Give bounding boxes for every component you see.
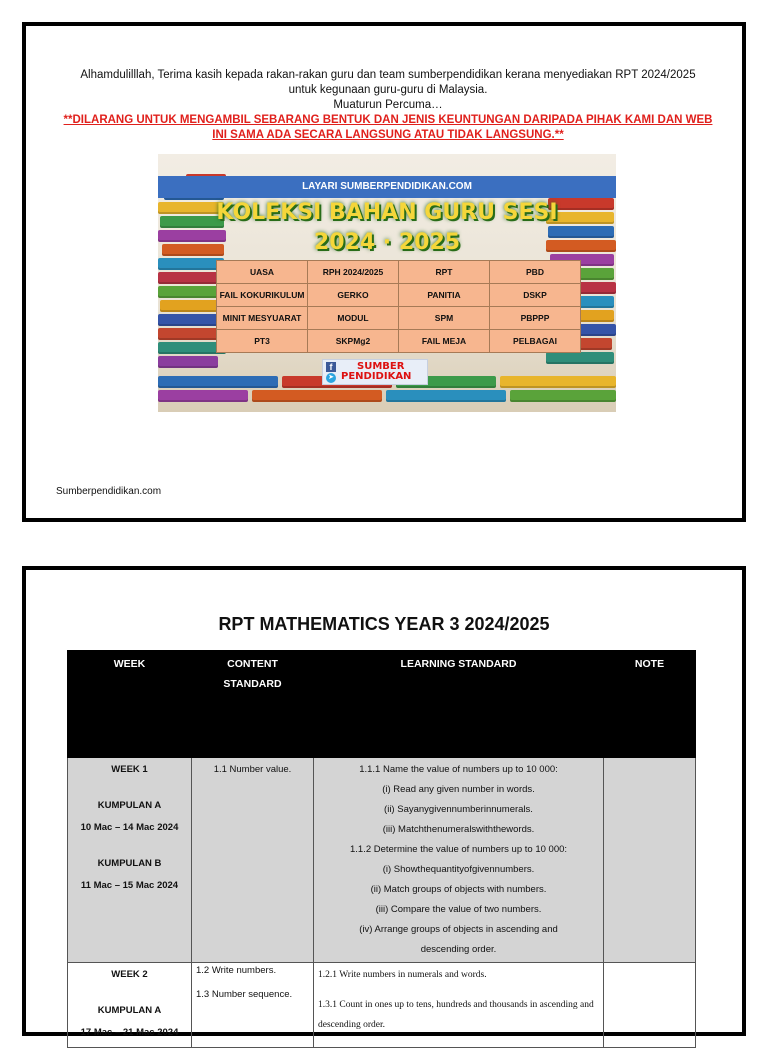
date-range: 10 Mac – 14 Mac 2024: [80, 822, 179, 833]
intro-line-3: Muaturun Percuma…: [333, 99, 443, 111]
category-cell: SPM: [399, 307, 490, 330]
learning-item: (i) Read any given number in words.: [382, 784, 535, 795]
category-cell: PBPPP: [490, 307, 581, 330]
table-header-row: [68, 651, 696, 758]
content-standard-cell: [192, 963, 314, 1048]
date-range: 11 Mac – 15 Mac 2024: [80, 880, 179, 891]
content-header-line-1: CONTENT: [227, 658, 278, 670]
table-row: [68, 758, 696, 963]
week-label: WEEK 2: [111, 969, 148, 980]
group-label: KUMPULAN A: [97, 800, 162, 811]
facebook-icon: f: [326, 362, 336, 372]
learning-item: 1.2.1 Write numbers in numerals and words.: [318, 970, 487, 980]
week-cell: [68, 963, 192, 1048]
category-cell: RPT: [399, 261, 490, 284]
rpt-table: [67, 650, 696, 1048]
column-header-week: WEEK: [68, 651, 192, 758]
category-cell: FAIL MEJA: [399, 330, 490, 353]
content-item: 1.2 Write numbers.: [196, 965, 277, 976]
banner-website-bar: LAYARI SUMBERPENDIDIKAN.COM: [158, 176, 616, 198]
learning-item: (ii) Match groups of objects with numbers.: [370, 884, 547, 895]
rpt-page: [22, 566, 746, 1036]
banner-category-grid: [216, 260, 581, 353]
group-label: KUMPULAN B: [97, 858, 162, 869]
category-cell: PBD: [490, 261, 581, 284]
banner-title: KOLEKSI BAHAN GURU SESI: [216, 200, 558, 225]
intro-text: [56, 68, 720, 143]
week-label: WEEK 1: [111, 764, 148, 775]
date-range: 17 Mac – 21 Mac 2024: [80, 1027, 179, 1038]
learning-item: (iii) Matchthenumeralswiththewords.: [382, 824, 535, 835]
page-title: RPT MATHEMATICS YEAR 3 2024/2025: [218, 614, 550, 634]
learning-item: 1.3.1 Count in ones up to tens, hundreds and thousands in ascending and descending order.: [318, 1000, 594, 1030]
intro-line-2: untuk kegunaan guru-guru di Malaysia.: [288, 84, 488, 96]
banner-year: 2024 · 2025: [313, 230, 461, 255]
learning-item: (iv) Arrange groups of objects in ascending and: [359, 924, 558, 935]
footer-website: Sumberpendidikan.com: [56, 486, 162, 497]
week-cell: [68, 758, 192, 963]
learning-item: descending order.: [420, 944, 497, 955]
warning-notice: **DILARANG UNTUK MENGAMBIL SEBARANG BENTUK DAN JENIS KEUNTUNGAN DARIPADA PIHAK KAMI DAN WEB INI SAMA ADA SECARA LANGSUNG ATAU TIDAK LANGSUNG.**: [63, 114, 713, 141]
column-header-content-standard: [192, 651, 314, 758]
promo-banner: [158, 154, 616, 412]
note-cell: [604, 758, 696, 963]
category-cell: PANITIA: [399, 284, 490, 307]
category-cell: UASA: [217, 261, 308, 284]
content-item: 1.3 Number sequence.: [196, 989, 293, 1000]
category-cell: GERKO: [308, 284, 399, 307]
category-cell: DSKP: [490, 284, 581, 307]
content-standard-cell: 1.1 Number value.: [192, 758, 314, 963]
category-cell: SKPMg2: [308, 330, 399, 353]
column-header-learning-standard: LEARNING STANDARD: [314, 651, 604, 758]
intro-line-1: Alhamdulilllah, Terima kasih kepada rakan-rakan guru dan team sumberpendidikan kerana menyediakan RPT 2024/2025: [80, 69, 696, 81]
social-logo-line-2: PENDIDIKAN: [341, 371, 412, 382]
category-cell: RPH 2024/2025: [308, 261, 399, 284]
column-header-note: NOTE: [604, 651, 696, 758]
category-cell: MODUL: [308, 307, 399, 330]
category-cell: MINIT MESYUARAT: [217, 307, 308, 330]
learning-item: 1.1.2 Determine the value of numbers up to 10 000:: [349, 844, 568, 855]
content-header-line-2: STANDARD: [223, 678, 282, 690]
learning-item: (iii) Compare the value of two numbers.: [375, 904, 542, 915]
category-cell: PELBAGAI: [490, 330, 581, 353]
learning-item: (i) Showthequantityofgivennumbers.: [382, 864, 535, 875]
telegram-icon: ➤: [326, 373, 336, 383]
social-logo: [322, 359, 428, 385]
category-cell: PT3: [217, 330, 308, 353]
note-cell: [604, 963, 696, 1048]
learning-standard-cell: [314, 758, 604, 963]
learning-standard-cell: [314, 963, 604, 1048]
group-label: KUMPULAN A: [97, 1005, 162, 1016]
table-row: [68, 963, 696, 1048]
social-logo-line-1: SUMBER: [357, 361, 405, 372]
learning-item: 1.1.1 Name the value of numbers up to 10 000:: [359, 764, 558, 775]
category-cell: FAIL KOKURIKULUM: [217, 284, 308, 307]
learning-item: (ii) Sayanygivennumberinnumerals.: [384, 804, 533, 815]
cover-page: [22, 22, 746, 522]
